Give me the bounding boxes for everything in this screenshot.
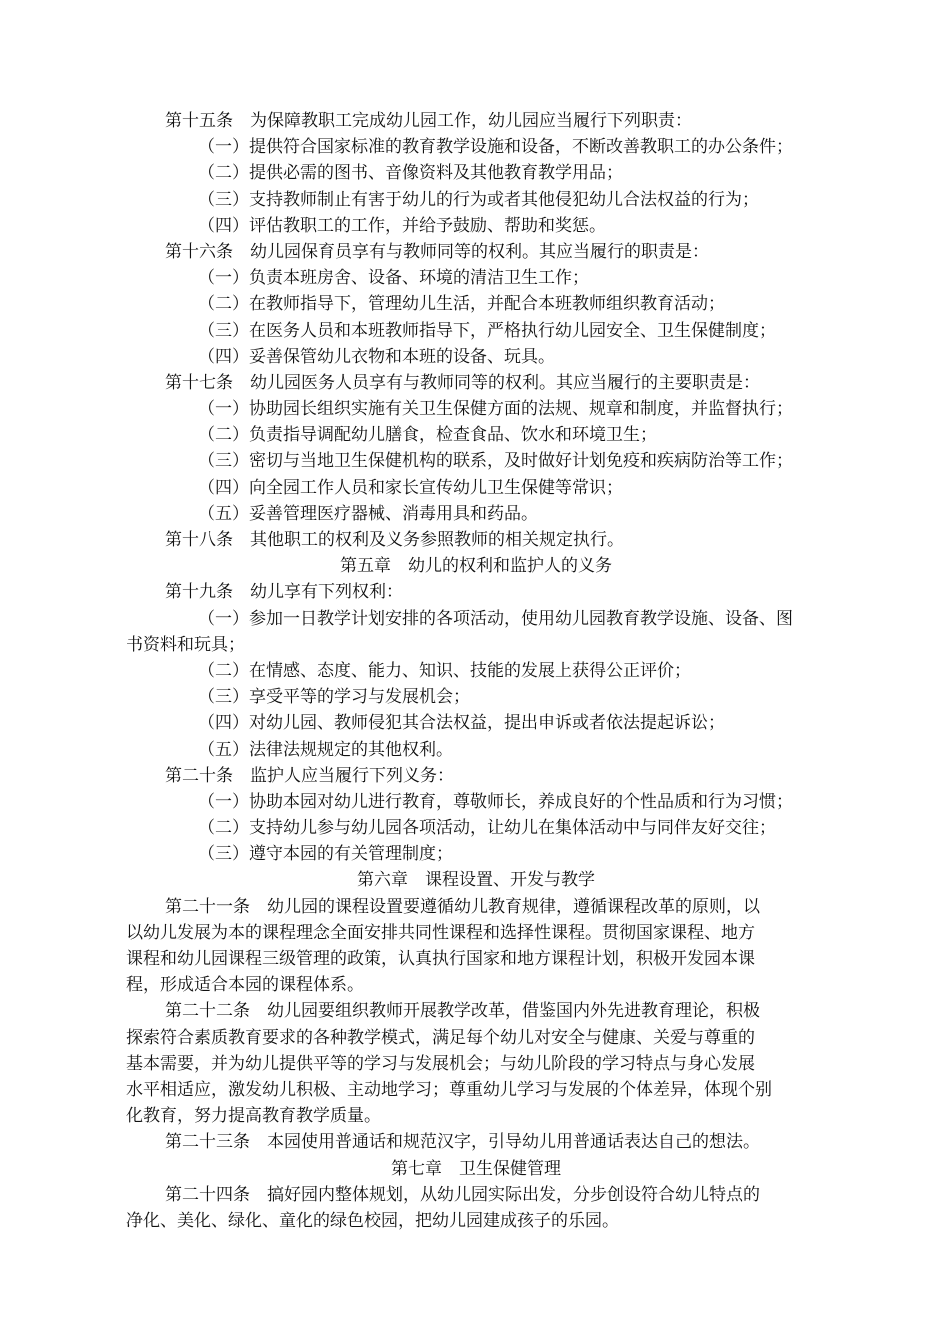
- text-line: （一）提供符合国家标准的教育教学设施和设备，不断改善教职工的办公条件；: [198, 137, 793, 158]
- text-line: 程，形成适合本园的课程体系。: [126, 975, 364, 996]
- text-line: 第十六条 幼儿园保育员享有与教师同等的权利。其应当履行的职责是：: [165, 241, 709, 262]
- text-line: 探索符合素质教育要求的各种教学模式，满足每个幼儿对安全与健康、关爱与尊重的: [126, 1027, 755, 1048]
- text-line: （三）密切与当地卫生保健机构的联系，及时做好计划免疫和疾病防治等工作；: [198, 451, 793, 472]
- text-line: 基本需要，并为幼儿提供平等的学习与发展机会；与幼儿阶段的学习特点与身心发展: [126, 1053, 755, 1074]
- text-line: 第十五条 为保障教职工完成幼儿园工作，幼儿园应当履行下列职责：: [165, 111, 692, 131]
- text-line: （三）享受平等的学习与发展机会；: [198, 687, 470, 708]
- text-line: （二）在情感、态度、能力、知识、技能的发展上获得公正评价；: [198, 660, 691, 681]
- text-line: 水平相适应，激发幼儿积极、主动地学习；尊重幼儿学习与发展的个体差异，体现个别: [126, 1079, 772, 1100]
- text-line: （二）提供必需的图书、音像资料及其他教育教学用品；: [198, 163, 623, 184]
- chapter-heading: 第七章 卫生保健管理: [391, 1158, 561, 1179]
- text-line: （一）协助本园对幼儿进行教育，尊敬师长，养成良好的个性品质和行为习惯；: [198, 791, 793, 812]
- text-line: （二）支持幼儿参与幼儿园各项活动，让幼儿在集体活动中与同伴友好交往；: [198, 818, 776, 839]
- text-line: 第二十二条 幼儿园要组织教师开展教学改革，借鉴国内外先进教育理论，积极: [165, 1001, 760, 1022]
- text-line: （一）协助园长组织实施有关卫生保健方面的法规、规章和制度，并监督执行；: [198, 399, 793, 420]
- text-line: 课程和幼儿园课程三级管理的政策，认真执行国家和地方课程计划，积极开发园本课: [126, 949, 755, 969]
- text-line: 以幼儿发展为本的课程理念全面安排共同性课程和选择性课程。贯彻国家课程、地方: [126, 922, 755, 943]
- text-line: （二）在教师指导下，管理幼儿生活，并配合本班教师组织教育活动；: [198, 294, 725, 315]
- text-line: （三）支持教师制止有害于幼儿的行为或者其他侵犯幼儿合法权益的行为；: [198, 189, 759, 210]
- text-line: （四）对幼儿园、教师侵犯其合法权益，提出申诉或者依法提起诉讼；: [198, 713, 725, 734]
- text-line: 第二十四条 搞好园内整体规划，从幼儿园实际出发，分步创设符合幼儿特点的: [165, 1184, 760, 1205]
- text-line: （一）负责本班房舍、设备、环境的清洁卫生工作；: [198, 268, 589, 289]
- text-line: 净化、美化、绿化、童化的绿色校园，把幼儿园建成孩子的乐园。: [126, 1210, 619, 1231]
- text-line: （四）妥善保管幼儿衣物和本班的设备、玩具。: [198, 346, 555, 367]
- text-line: 第二十条 监护人应当履行下列义务：: [165, 765, 454, 786]
- text-line: （三）在医务人员和本班教师指导下，严格执行幼儿园安全、卫生保健制度；: [198, 320, 776, 341]
- text-line: 化教育，努力提高教育教学质量。: [126, 1106, 381, 1127]
- text-line: （三）遵守本园的有关管理制度；: [198, 844, 453, 865]
- text-line: （四）向全园工作人员和家长宣传幼儿卫生保健等常识；: [198, 477, 623, 498]
- text-line: 第十九条 幼儿享有下列权利：: [165, 582, 403, 603]
- text-line: 第十八条 其他职工的权利及义务参照教师的相关规定执行。: [165, 530, 624, 550]
- chapter-heading: 第五章 幼儿的权利和监护人的义务: [340, 556, 612, 577]
- text-line: 第十七条 幼儿园医务人员享有与教师同等的权利。其应当履行的主要职责是：: [165, 372, 760, 393]
- text-line: （五）法律法规规定的其他权利。: [198, 739, 453, 760]
- chapter-heading: 第六章 课程设置、开发与教学: [357, 870, 595, 891]
- text-line: （一）参加一日教学计划安排的各项活动，使用幼儿园教育教学设施、设备、图: [198, 608, 793, 629]
- text-line: 第二十一条 幼儿园的课程设置要遵循幼儿教育规律，遵循课程改革的原则，以: [165, 896, 760, 917]
- text-line: 第二十三条 本园使用普通话和规范汉字，引导幼儿用普通话表达自己的想法。: [165, 1132, 760, 1153]
- text-line: （四）评估教职工的工作，并给予鼓励、帮助和奖惩。: [198, 215, 606, 236]
- document-body: [126, 108, 826, 1234]
- text-line: （二）负责指导调配幼儿膳食，检查食品、饮水和环境卫生；: [198, 425, 657, 446]
- text-line: （五）妥善管理医疗器械、消毒用具和药品。: [198, 503, 538, 524]
- text-line: 书资料和玩具；: [126, 634, 245, 655]
